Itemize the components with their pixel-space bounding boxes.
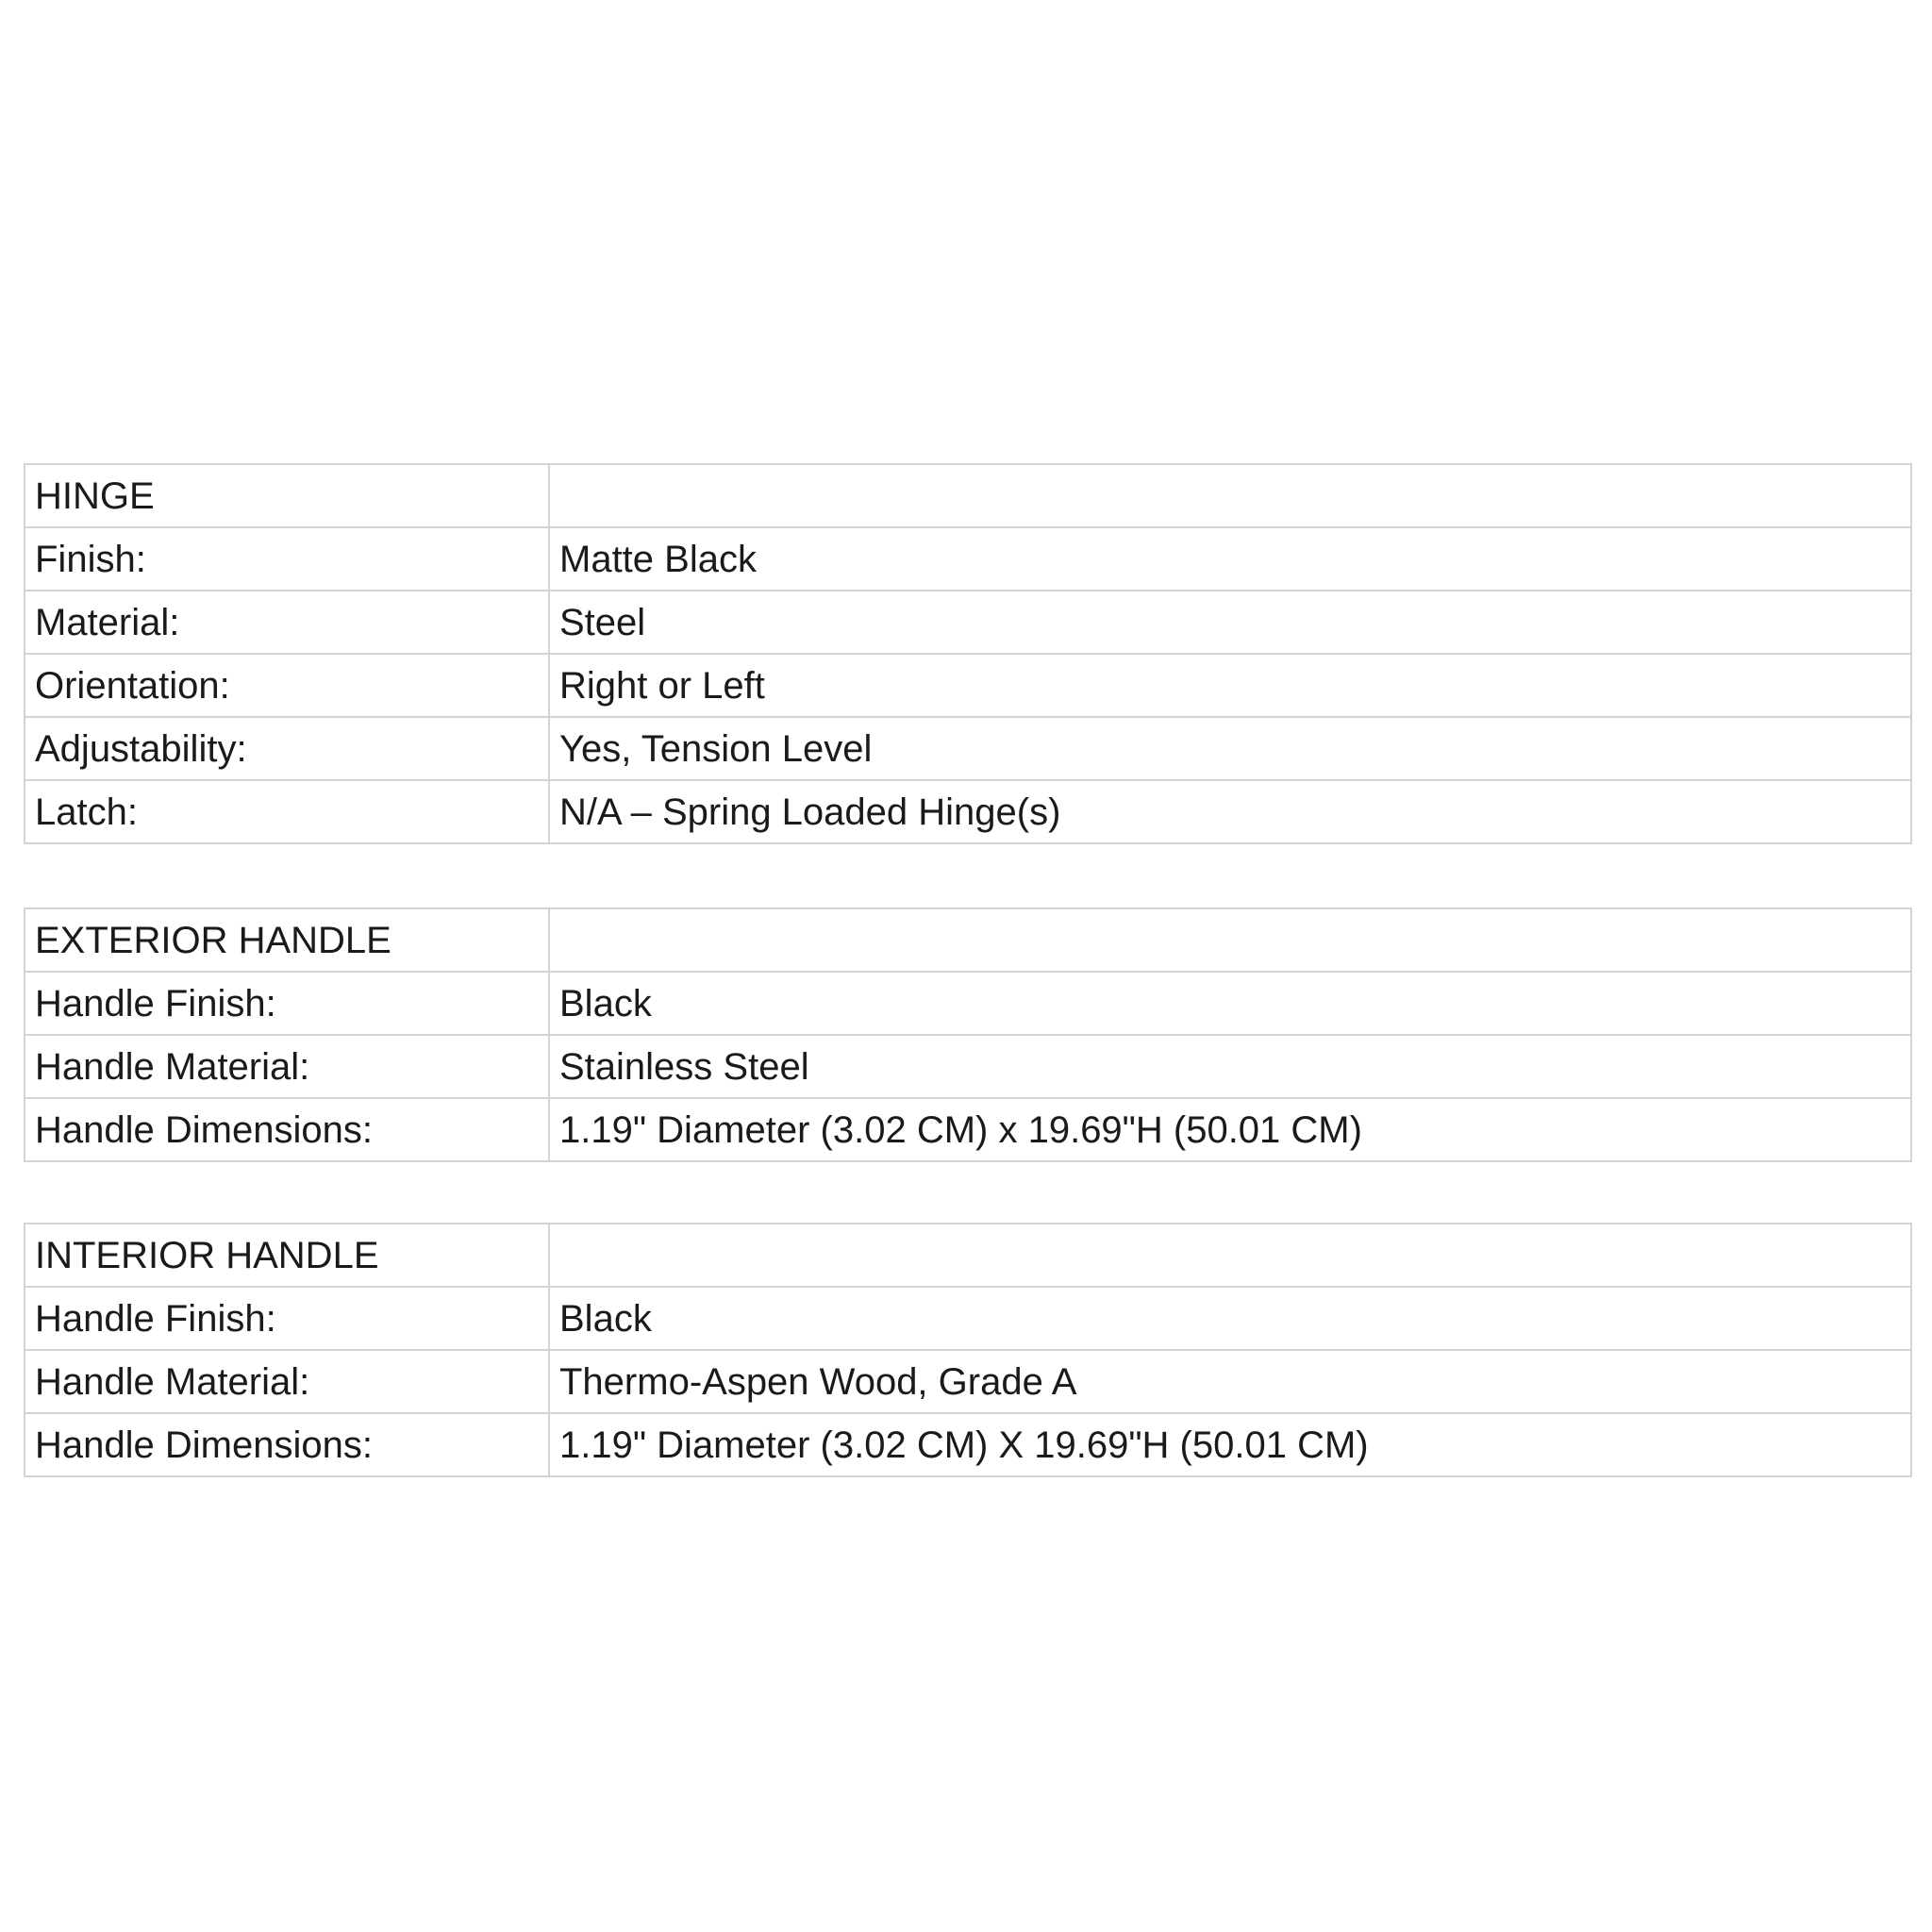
table-row <box>25 591 1911 654</box>
spec-value: Steel <box>549 591 1911 654</box>
table-row <box>25 1413 1911 1476</box>
spec-value: Stainless Steel <box>549 1035 1911 1098</box>
table-row <box>25 654 1911 717</box>
spec-value: Matte Black <box>549 527 1911 591</box>
section-header-empty-cell <box>549 464 1911 527</box>
exterior-handle-spec-table <box>24 908 1912 1162</box>
spec-label: Latch: <box>25 780 549 843</box>
hinge-spec-table <box>24 463 1912 844</box>
spec-value: 1.19" Diameter (3.02 CM) X 19.69"H (50.01 CM) <box>549 1413 1911 1476</box>
spec-value: Thermo-Aspen Wood, Grade A <box>549 1350 1911 1413</box>
section-header-row <box>25 908 1911 972</box>
spec-label: Adjustability: <box>25 717 549 780</box>
spec-label: Handle Material: <box>25 1035 549 1098</box>
table-row <box>25 527 1911 591</box>
table-row <box>25 1350 1911 1413</box>
spec-label: Orientation: <box>25 654 549 717</box>
spec-label: Handle Dimensions: <box>25 1413 549 1476</box>
section-title: INTERIOR HANDLE <box>25 1224 549 1287</box>
table-row <box>25 1098 1911 1161</box>
section-header-row <box>25 1224 1911 1287</box>
table-row <box>25 1287 1911 1350</box>
spec-value: Right or Left <box>549 654 1911 717</box>
section-header-row <box>25 464 1911 527</box>
section-header-empty-cell <box>549 908 1911 972</box>
spec-value: Yes, Tension Level <box>549 717 1911 780</box>
spec-label: Handle Dimensions: <box>25 1098 549 1161</box>
spec-label: Handle Material: <box>25 1350 549 1413</box>
spec-value: N/A – Spring Loaded Hinge(s) <box>549 780 1911 843</box>
table-row <box>25 1035 1911 1098</box>
spec-value: Black <box>549 972 1911 1035</box>
interior-handle-table-clip <box>24 1223 1912 1483</box>
section-title: HINGE <box>25 464 549 527</box>
interior-handle-spec-table <box>24 1223 1912 1477</box>
spec-value: Black <box>549 1287 1911 1350</box>
spec-label: Handle Finish: <box>25 972 549 1035</box>
spec-label: Material: <box>25 591 549 654</box>
table-row <box>25 717 1911 780</box>
spec-label: Handle Finish: <box>25 1287 549 1350</box>
section-title: EXTERIOR HANDLE <box>25 908 549 972</box>
table-row <box>25 972 1911 1035</box>
spec-label: Finish: <box>25 527 549 591</box>
spec-value: 1.19" Diameter (3.02 CM) x 19.69"H (50.01 CM) <box>549 1098 1911 1161</box>
section-header-empty-cell <box>549 1224 1911 1287</box>
table-row <box>25 780 1911 843</box>
